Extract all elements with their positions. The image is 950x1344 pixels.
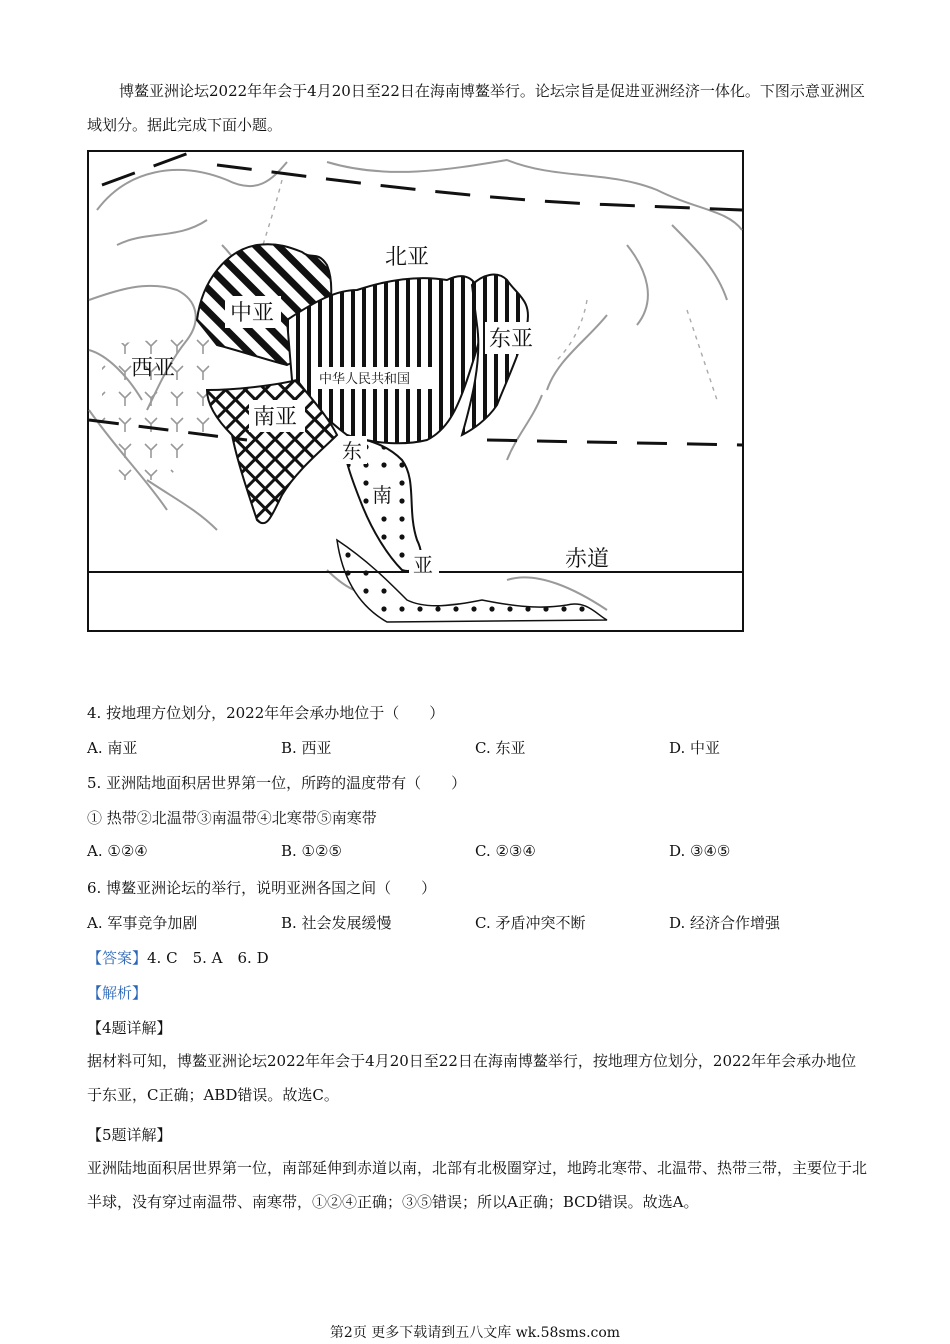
q4-option-a[interactable]: A. 南亚: [87, 739, 138, 757]
label-se-2: 南: [372, 483, 392, 507]
q5-option-a[interactable]: A. ①②④: [87, 842, 148, 860]
label-south-asia: 南亚: [253, 405, 298, 430]
q6-option-b[interactable]: B. 社会发展缓慢: [281, 914, 392, 932]
page-footer: 第2页 更多下载请到五八文库 wk.58sms.com: [329, 1325, 621, 1341]
question-4-stem: 4. 按地理方位划分，2022年年会承办地位于（ ）: [87, 704, 445, 722]
label-east-asia: 东亚: [489, 327, 534, 352]
q5-detail-text: 亚洲陆地面积居世界第一位，南部延伸到赤道以南，北部有北极圈穿过，地跨北寒带、北温带、热带三带，主要位于北半球，没有穿过南温带、南寒带，①②④正确；③⑤错误；所以A正确；BCD错误。故选A。: [87, 1159, 868, 1211]
q5-option-c[interactable]: C. ②③④: [475, 842, 536, 860]
question-6-stem: 6. 博鳌亚洲论坛的举行，说明亚洲各国之间（ ）: [87, 879, 437, 897]
label-north-asia: 北亚: [385, 245, 430, 270]
label-west-asia: 西亚: [131, 356, 176, 381]
label-central-asia: 中亚: [230, 301, 275, 326]
answer-tag: 【答案】: [87, 949, 148, 967]
asia-region-map: [87, 150, 744, 632]
label-china: 中华人民共和国: [319, 372, 411, 387]
analysis-tag: 【解析】: [87, 984, 148, 1002]
q4-option-b[interactable]: B. 西亚: [281, 739, 332, 757]
intro-paragraph: 博鳌亚洲论坛2022年年会于4月20日至22日在海南博鳌举行。论坛宗旨是促进亚洲经济一体化。下图示意亚洲区域划分。据此完成下面小题。: [87, 82, 865, 134]
q4-option-c[interactable]: C. 东亚: [475, 739, 526, 757]
question-5-sub: ① 热带②北温带③南温带④北寒带⑤南寒带: [87, 809, 377, 827]
q5-option-b[interactable]: B. ①②⑤: [281, 842, 342, 860]
q5-option-d[interactable]: D. ③④⑤: [669, 842, 731, 860]
q6-option-d[interactable]: D. 经济合作增强: [669, 914, 781, 932]
q6-option-a[interactable]: A. 军事竞争加剧: [87, 914, 198, 932]
label-se-3: 亚: [413, 553, 433, 577]
q5-detail-title: 【5题详解】: [87, 1126, 172, 1144]
q4-detail-text: 据材料可知，博鳌亚洲论坛2022年年会于4月20日至22日在海南博鳌举行，按地理方位划分，2022年年会承办地位于东亚，C正确；ABD错误。故选C。: [87, 1052, 857, 1104]
answer-text: 4. C 5. A 6. D: [147, 949, 269, 967]
question-5-stem: 5. 亚洲陆地面积居世界第一位，所跨的温度带有（ ）: [87, 774, 467, 792]
label-equator: 赤道: [565, 547, 610, 572]
label-se-1: 东: [342, 439, 362, 463]
q4-option-d[interactable]: D. 中亚: [669, 739, 721, 757]
q6-option-c[interactable]: C. 矛盾冲突不断: [475, 914, 586, 932]
answer-line: [87, 947, 269, 968]
q4-detail-title: 【4题详解】: [87, 1019, 172, 1037]
